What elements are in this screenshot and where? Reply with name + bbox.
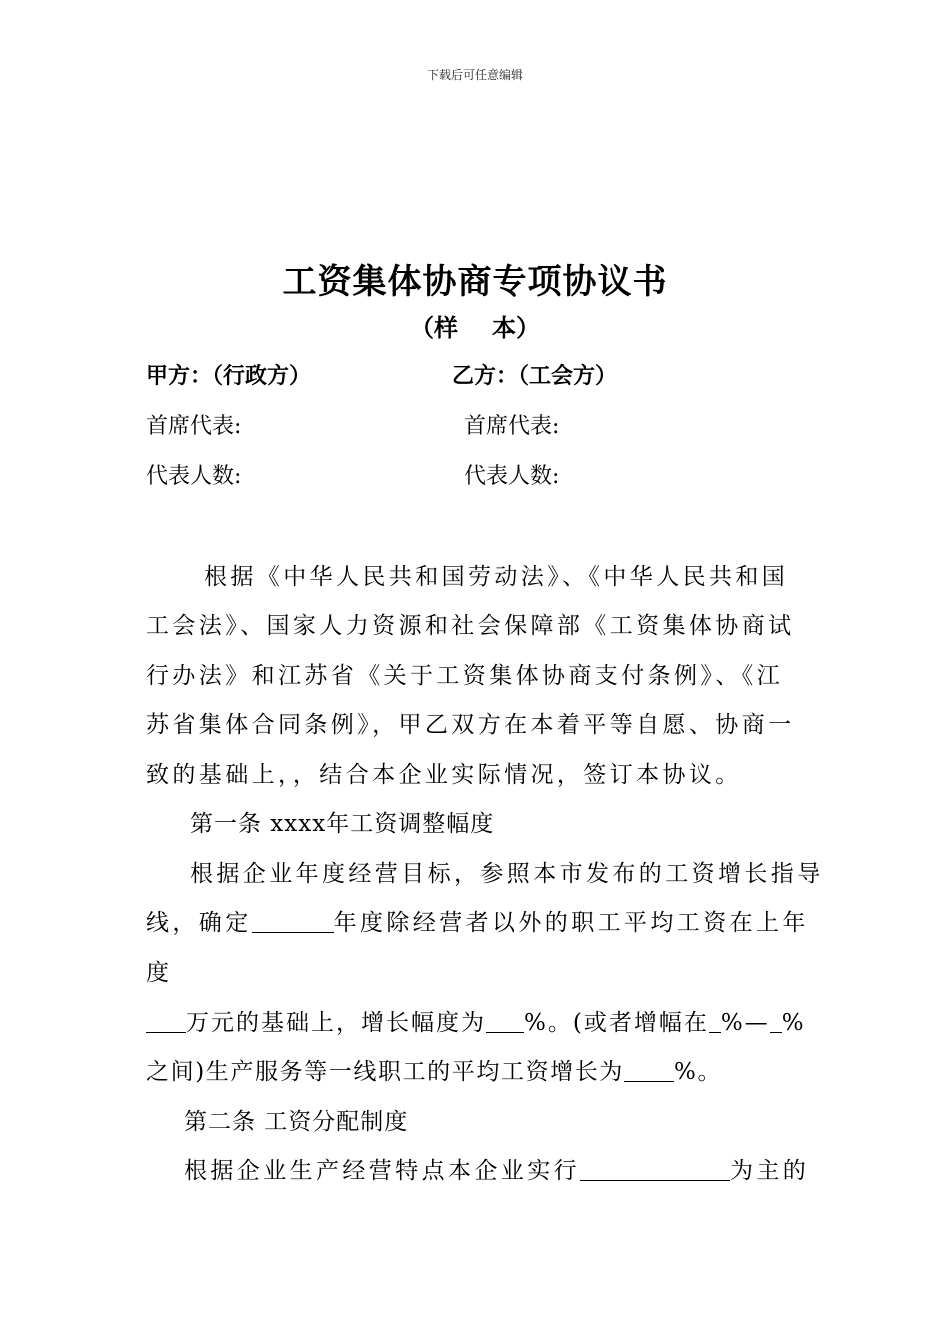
article-1-line-1: 根据企业年度经营目标，参照本市发布的工资增长指导	[190, 861, 824, 887]
intro-line-2: 工会法》、国家人力资源和社会保障部《工资集体协商试	[146, 613, 795, 639]
document-subtitle	[0, 308, 950, 343]
blank-growth-rate	[486, 1009, 524, 1033]
document-title: 工资集体协商专项协议书	[282, 262, 668, 302]
article-1-line-4: 万元的基础上，增长幅度为 %。(或者增幅在 %— %	[146, 1004, 806, 1037]
intro-line-4: 苏省集体合同条例》，甲乙双方在本着平等自愿、协商一	[146, 712, 795, 738]
header-note: 下载后可任意编辑	[426, 68, 523, 82]
party-b-rep-count: 代表人数:	[464, 464, 560, 489]
blank-range-low	[709, 1009, 721, 1033]
blank-year	[252, 909, 334, 933]
article-1-line-3: 度	[146, 960, 173, 986]
blank-base-salary	[146, 1009, 186, 1033]
party-b-label: 乙方：（工会方）	[452, 363, 618, 389]
blank-pay-system	[580, 1157, 730, 1181]
article-1-line-5: 之间)生产服务等一线职工的平均工资增长为 %。	[146, 1059, 723, 1085]
article-1-line-2: 线，确定 年度除经营者以外的职工平均工资在上年	[146, 910, 809, 936]
party-a-rep-count: 代表人数:	[146, 464, 242, 489]
article-2-line-1: 根据企业生产经营特点本企业实行 为主的	[184, 1158, 810, 1184]
intro-line-3: 行办法》和江苏省《关于工资集体协商支付条例》、《江	[146, 663, 783, 689]
blank-frontline-growth	[624, 1058, 674, 1082]
intro-line-1: 根据《中华人民共和国劳动法》、《中华人民共和国	[204, 564, 789, 590]
blank-range-high	[770, 1009, 782, 1033]
intro-line-5: 致的基础上，，结合本企业实际情况，签订本协议。	[146, 762, 742, 788]
party-a-label: 甲方：（行政方）	[146, 363, 312, 389]
article-2-heading: 第二条 工资分配制度	[184, 1109, 409, 1135]
article-1-heading: 第一条 xxxx年工资调整幅度	[190, 811, 495, 837]
subtitle-close: 本）	[492, 313, 540, 342]
party-a-chief-rep: 首席代表:	[146, 414, 242, 439]
subtitle-open: （样	[410, 313, 458, 342]
party-b-chief-rep: 首席代表:	[464, 414, 560, 439]
